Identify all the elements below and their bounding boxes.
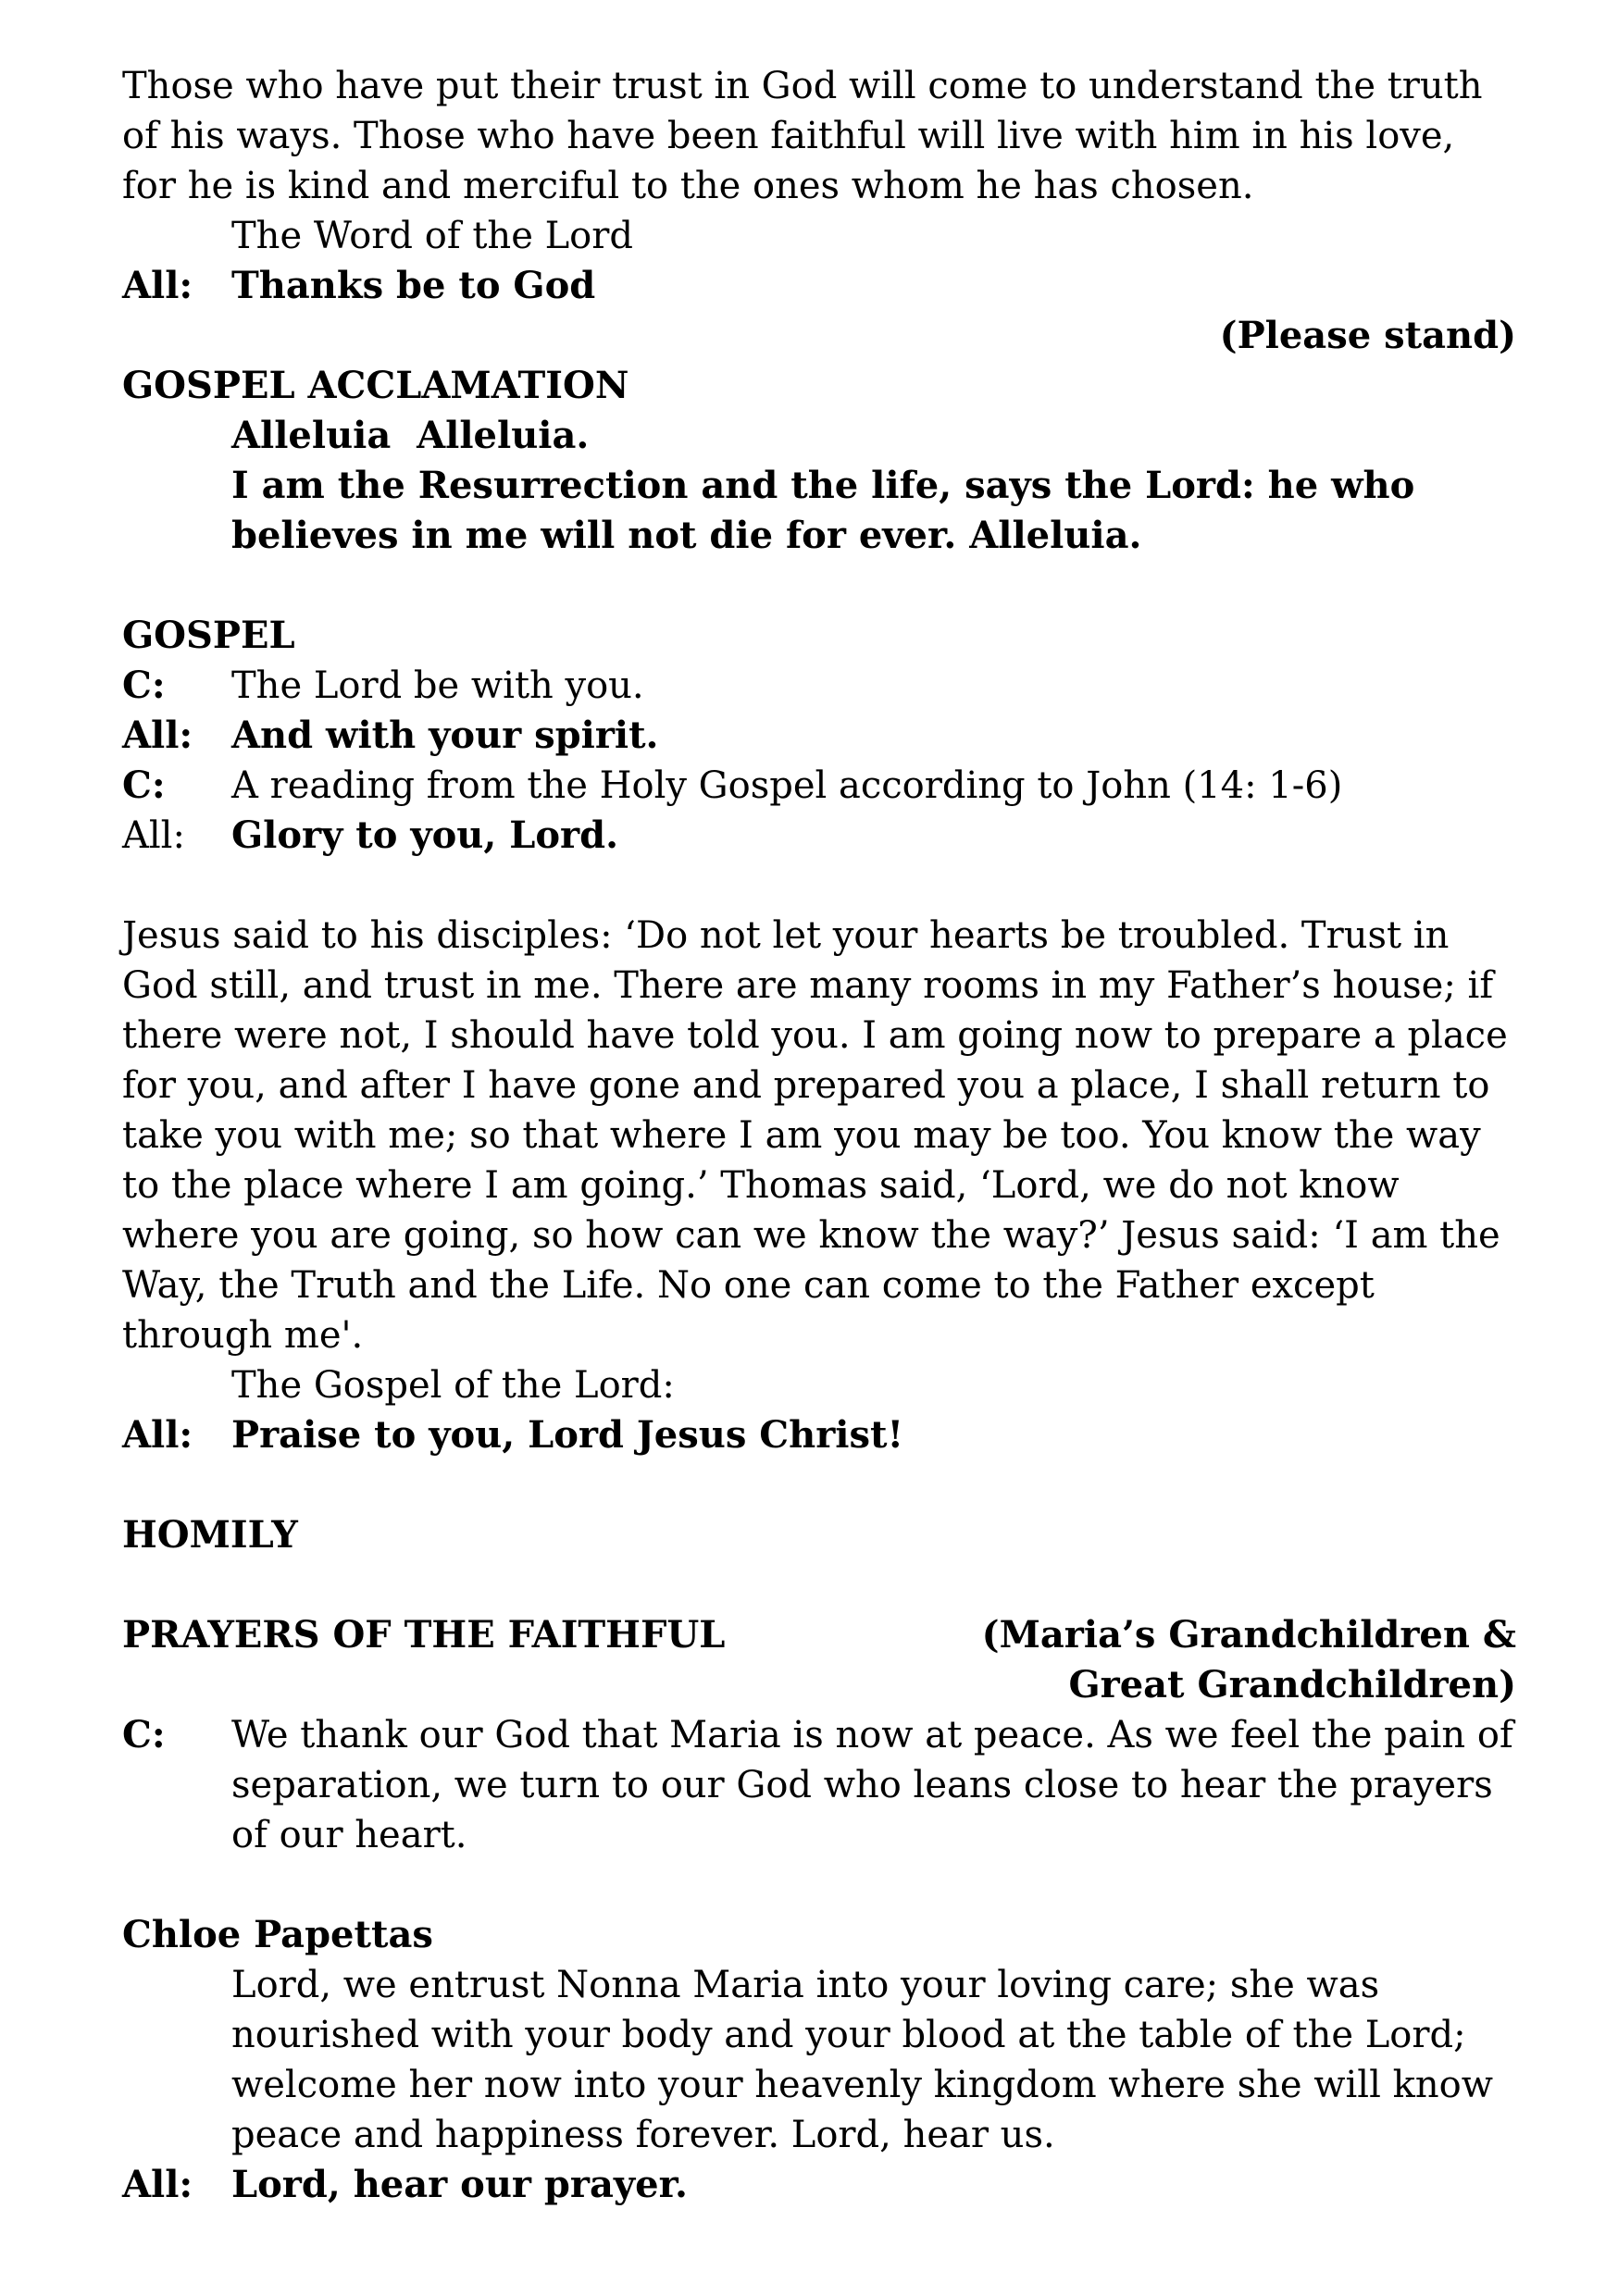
response-label: All: xyxy=(122,1413,193,1457)
dialogue-line xyxy=(122,661,1516,711)
response-text: Thanks be to God xyxy=(231,264,596,307)
acclamation-heading: GOSPEL ACCLAMATION xyxy=(122,364,629,407)
response-label: All: xyxy=(122,2163,193,2206)
dialogue-label: All: xyxy=(122,714,193,757)
prayer-response-line xyxy=(122,2160,1516,2210)
dialogue-label: All: xyxy=(122,814,185,857)
gospel-text: Jesus said to his disciples: ‘Do not let your hearts be troubled. Trust in God still, and trust in me. There are many rooms in my Father’s house; if there were not, I should have told you. I am going now to prepare a place for you, and after I have gone and prepared you a place, I shall return to take you with me; so that where I am you may be too. You know the way to the place where I am going.’ Thomas said, ‘Lord, we do not know where you are going, so how can we know the way?’ Jesus said: ‘I am the Way, the Truth and the Life. No one can come to the Father except through me'. xyxy=(122,914,1508,1357)
attribution-line-2: Great Grandchildren) xyxy=(1068,1663,1516,1706)
gospel-closing: The Gospel of the Lord: xyxy=(231,1364,675,1407)
response-label: All: xyxy=(122,264,193,307)
intro-text: We thank our God that Maria is now at peace. As we feel the pain of separation, we turn to our God who leans close to hear the prayers of our heart. xyxy=(231,1714,1513,1856)
response-text: Praise to you, Lord Jesus Christ! xyxy=(231,1413,904,1457)
dialogue-text: The Lord be with you. xyxy=(231,664,644,707)
dialogue-line xyxy=(122,811,1516,861)
prayers-attribution xyxy=(982,1610,1516,1710)
dialogue-text: Glory to you, Lord. xyxy=(231,813,618,857)
dialogue-line xyxy=(122,761,1516,811)
dialogue-label: C: xyxy=(122,763,166,807)
dialogue-text: And with your spirit. xyxy=(231,714,659,757)
dialogue-line xyxy=(122,711,1516,761)
response-text: Lord, hear our prayer. xyxy=(231,2163,688,2206)
dialogue-text: A reading from the Holy Gospel according to John (14: 1-6) xyxy=(231,764,1343,807)
acclamation-line-1: Alleluia Alleluia. xyxy=(231,414,590,457)
reading-text: Those who have put their trust in God will come to understand the truth of his ways. Those who have been faithful will live with him in his love, for he is kind and merciful to the ones whom he has chosen. xyxy=(122,65,1483,207)
dialogue-label: C: xyxy=(122,664,166,707)
word-of-the-lord: The Word of the Lord xyxy=(231,215,633,257)
prayers-heading-row xyxy=(122,1610,1516,1710)
prayer-text: Lord, we entrust Nonna Maria into your loving care; she was nourished with your body and your blood at the table of the Lord; welcome her now into your heavenly kingdom where she will know peace and happiness forever. Lord, hear us. xyxy=(231,1964,1493,2156)
prayers-intro-line xyxy=(122,1710,1516,1860)
homily-heading: HOMILY xyxy=(122,1513,298,1557)
prayers-heading: PRAYERS OF THE FAITHFUL xyxy=(122,1613,726,1657)
response-line xyxy=(122,261,1516,311)
reader-name: Chloe Papettas xyxy=(122,1913,433,1956)
acclamation-line-2: I am the Resurrection and the life, says the Lord: he who believes in me will not die for ever. Alleluia. xyxy=(231,464,1415,557)
gospel-response-line xyxy=(122,1410,1516,1460)
please-stand-instruction: (Please stand) xyxy=(1219,314,1516,357)
gospel-heading: GOSPEL xyxy=(122,614,295,657)
intro-label: C: xyxy=(122,1713,166,1756)
attribution-line-1: (Maria’s Grandchildren & xyxy=(981,1613,1516,1657)
